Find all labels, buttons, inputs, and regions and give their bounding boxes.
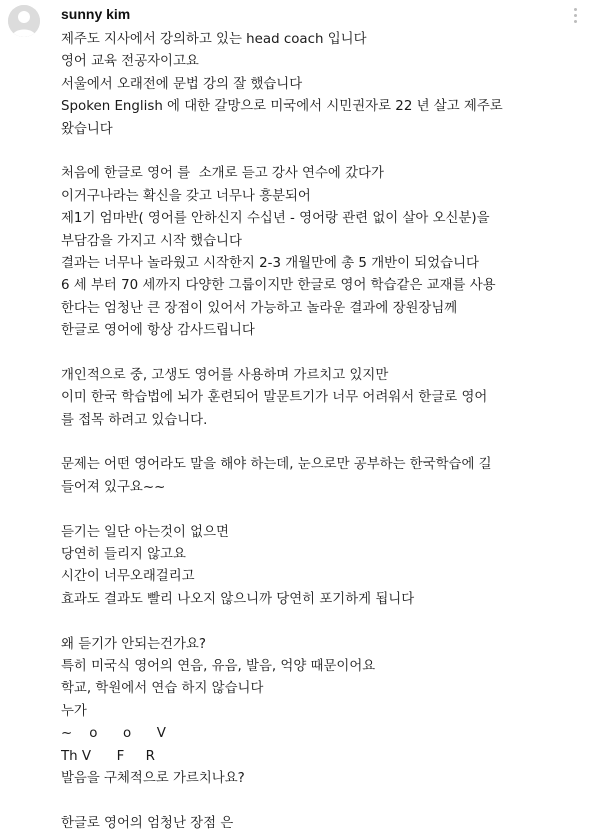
comment-line: ~ o o V xyxy=(61,726,166,742)
comment-line: 이미 한국 학습법에 뇌가 훈련되어 말문트기가 너무 어려워서 한글로 영어 xyxy=(61,390,488,406)
comment-line: 처음에 한글로 영어 를 소개로 듣고 강사 연수에 갔다가 xyxy=(61,166,384,182)
blank-line xyxy=(61,342,561,364)
comment-line: 들어져 있구요~~ xyxy=(61,479,166,495)
comment-line: 한다는 엄청난 큰 장점이 있어서 가능하고 놀라운 결과에 장원장님께 xyxy=(61,300,458,316)
comment-line: 한글로 영어에 항상 감사드립니다 xyxy=(61,323,255,339)
comment-line: 를 접목 하려고 있습니다. xyxy=(61,412,208,428)
more-vertical-icon[interactable] xyxy=(572,8,578,23)
user-icon xyxy=(8,5,40,37)
comment-line: 부담감을 가지고 시작 했습니다 xyxy=(61,233,242,249)
blank-line xyxy=(61,141,561,163)
comment-line: 6 세 부터 70 세까지 다양한 그룹이지만 한글로 영어 학습같은 교재를 사용 xyxy=(61,278,496,294)
comment-body xyxy=(61,29,561,835)
comment-line: 제주도 지사에서 강의하고 있는 head coach 입니다 xyxy=(61,32,367,47)
comment-line: 영어 교육 전공자이고요 xyxy=(61,54,199,70)
blank-line xyxy=(61,790,561,812)
comment-line: 듣기는 일단 아는것이 없으면 xyxy=(61,524,229,540)
blank-line xyxy=(61,611,561,633)
comment-line: 효과도 결과도 빨리 나오지 않으니까 당연히 포기하게 됩니다 xyxy=(61,591,415,607)
comment-line: 서울에서 오래전에 문법 강의 잘 했습니다 xyxy=(61,76,303,92)
comment-line: 한글로 영어의 엄청난 장점 은 xyxy=(61,815,234,831)
comment-line: 발음을 구체적으로 가르치나요? xyxy=(61,770,245,786)
comment-line: 특히 미국식 영어의 연음, 유음, 발음, 억양 때문이어요 xyxy=(61,658,376,674)
comment-line: 제1기 엄마반( 영어를 안하신지 수십년 - 영어랑 관련 없이 살아 오신분)을 xyxy=(61,211,490,227)
comment-line: 왜 듣기가 안되는건가요? xyxy=(61,636,206,652)
comment-line: 시간이 너무오래걸리고 xyxy=(61,569,195,585)
comment-line: Th V F R xyxy=(61,748,155,764)
comment-line: 이거구나라는 확신을 갖고 너무나 흥분되어 xyxy=(61,188,311,204)
comment-line: Spoken English 에 대한 갈망으로 미국에서 시민권자로 22 년 살고 제주로 xyxy=(61,99,503,115)
comment-line: 개인적으로 중, 고생도 영어를 사용하며 가르치고 있지만 xyxy=(61,367,389,383)
comment-line: 당연히 들리지 않고요 xyxy=(61,546,186,562)
comment-line: 누가 xyxy=(61,703,87,719)
comment-line: 문제는 어떤 영어라도 말을 해야 하는데, 눈으로만 공부하는 한국학습에 길 xyxy=(61,457,492,473)
comment-line: 왔습니다 xyxy=(61,121,113,137)
avatar[interactable] xyxy=(8,5,40,37)
blank-line xyxy=(61,499,561,521)
comment-line: 학교, 학원에서 연습 하지 않습니다 xyxy=(61,681,264,697)
comment-author[interactable]: sunny kim xyxy=(61,6,131,22)
blank-line xyxy=(61,432,561,454)
comment-line: 결과는 너무나 놀라웠고 시작한지 2-3 개월만에 총 5 개반이 되었습니다 xyxy=(61,255,479,271)
